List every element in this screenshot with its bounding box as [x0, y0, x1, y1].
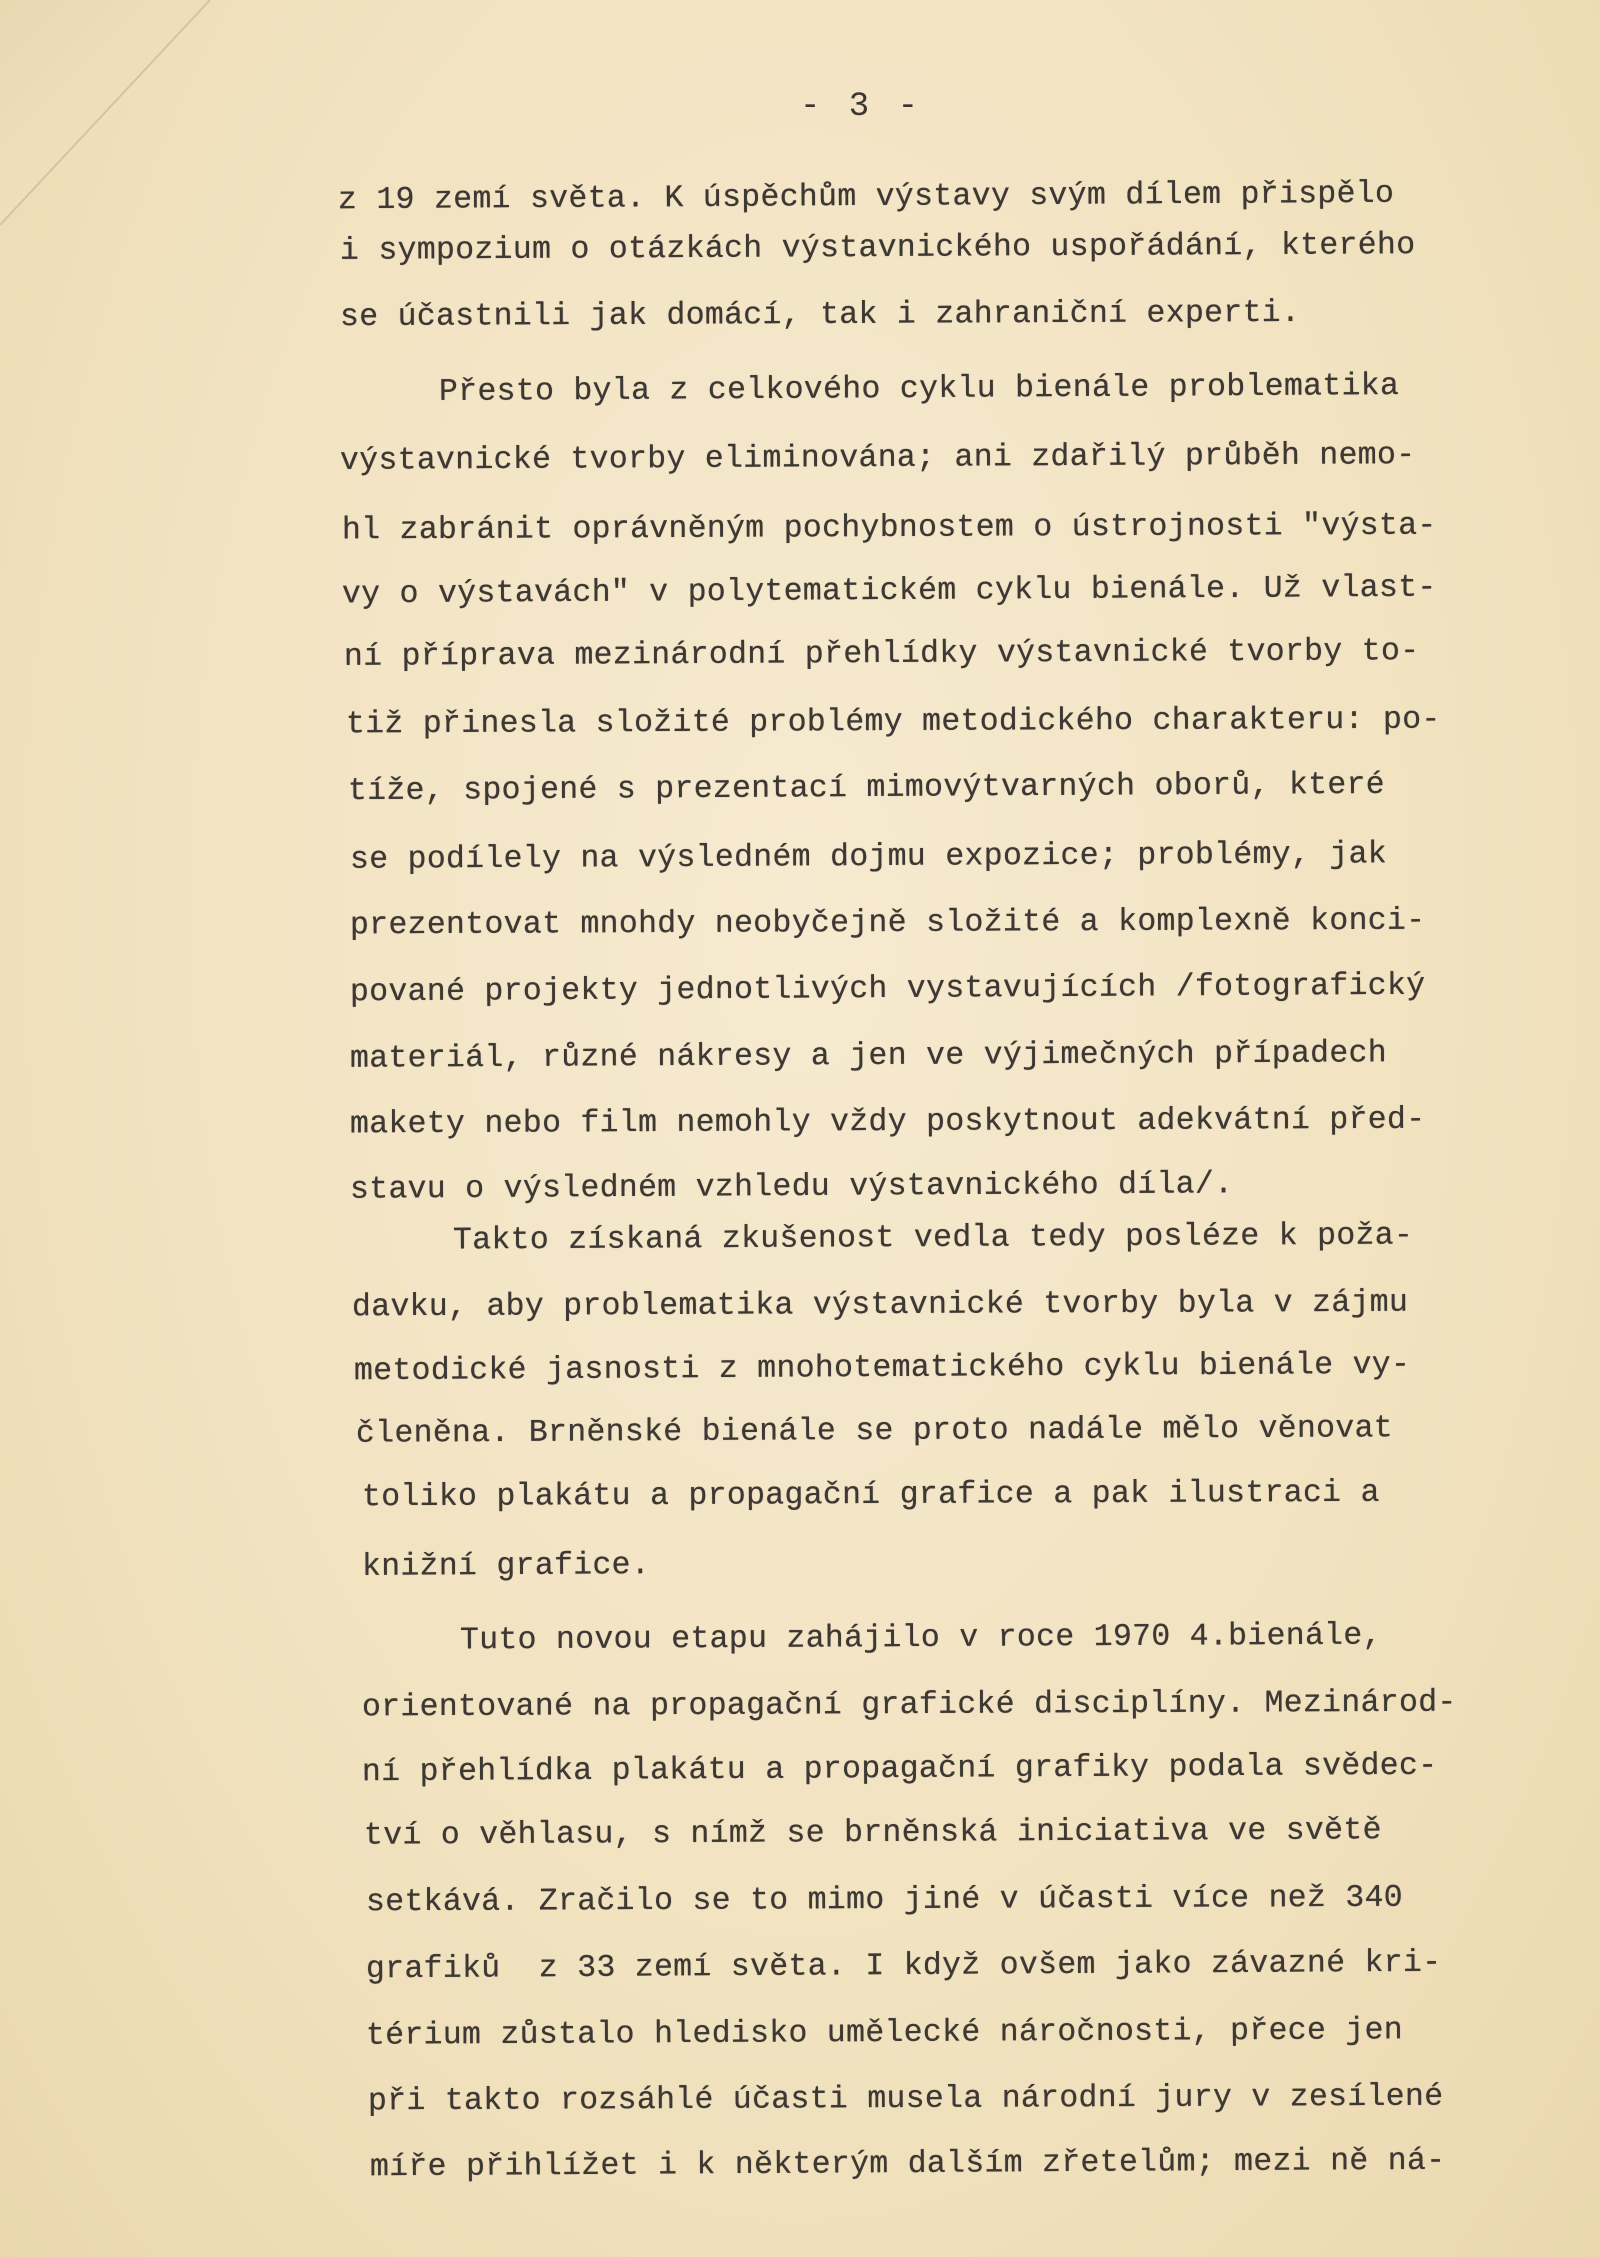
text-line: i sympozium o otázkách výstavnického uspořádání, kterého: [339, 228, 1416, 269]
text-line: davku, aby problematika výstavnické tvorby byla v zájmu: [351, 1285, 1409, 1326]
page-number: - 3 -: [800, 88, 923, 126]
text-line: orientované na propagační grafické disciplíny. Mezinárod-: [361, 1685, 1457, 1726]
text-line: knižní grafice.: [361, 1548, 651, 1585]
paper-fold-line: [0, 0, 300, 300]
text-line: makety nebo film nemohly vždy poskytnout adekvátní před-: [349, 1102, 1426, 1143]
text-line: ní příprava mezinárodní přehlídky výstavnické tvorby to-: [343, 634, 1420, 675]
text-line: stavu o výsledném vzhledu výstavnického díla/.: [349, 1167, 1234, 1208]
text-line: se účastnili jak domácí, tak i zahraniční experti.: [339, 295, 1301, 336]
text-line: toliko plakátu a propagační grafice a pak ilustraci a: [361, 1475, 1380, 1516]
text-line: tví o věhlasu, s nímž se brněnská iniciativa ve světě: [363, 1813, 1382, 1854]
text-line: materiál, různé nákresy a jen ve výjimečných případech: [349, 1036, 1388, 1077]
text-line: Takto získaná zkušenost vedla tedy posléze k poža-: [452, 1218, 1414, 1259]
text-line: výstavnické tvorby eliminována; ani zdařilý průběh nemo-: [339, 438, 1416, 479]
text-line: pované projekty jednotlivých vystavujících /fotografický: [349, 968, 1426, 1011]
text-line: se podílely na výsledném dojmu expozice; problémy, jak: [349, 837, 1388, 878]
text-line: Tuto novou etapu zahájilo v roce 1970 4.bienále,: [459, 1618, 1382, 1659]
text-line: tíže, spojené s prezentací mimovýtvarných oborů, které: [347, 767, 1386, 810]
text-line: ní přehlídka plakátu a propagační grafiky podala svědec-: [361, 1748, 1438, 1791]
text-line: tiž přinesla složité problémy metodického charakteru: po-: [345, 702, 1441, 743]
text-line: při takto rozsáhlé účasti musela národní jury v zesílené: [367, 2079, 1444, 2120]
text-line: térium zůstalo hledisko umělecké náročnosti, přece jen: [365, 2013, 1404, 2054]
text-line: grafiků z 33 zemí světa. I když ovšem jako závazné kri-: [365, 1945, 1442, 1988]
text-line: z 19 zemí světa. K úspěchům výstavy svým dílem přispělo: [337, 176, 1395, 219]
text-line: setkává. Zračilo se to mimo jiné v účasti více než 340: [365, 1880, 1404, 1921]
text-line: členěna. Brněnské bienále se proto nadále mělo věnovat: [355, 1411, 1394, 1452]
text-line: Přesto byla z celkového cyklu bienále problematika: [438, 369, 1400, 410]
text-line: míře přihlížet i k některým dalším zřetelům; mezi ně ná-: [369, 2143, 1446, 2186]
text-line: prezentovat mnohdy neobyčejně složité a komplexně konci-: [349, 903, 1426, 944]
text-line: vy o výstavách" v polytematickém cyklu bienále. Už vlast-: [341, 570, 1437, 613]
text-line: metodické jasnosti z mnohotematického cyklu bienále vy-: [353, 1347, 1411, 1390]
text-line: hl zabránit oprávněným pochybnostem o ústrojnosti "výsta-: [341, 508, 1437, 549]
